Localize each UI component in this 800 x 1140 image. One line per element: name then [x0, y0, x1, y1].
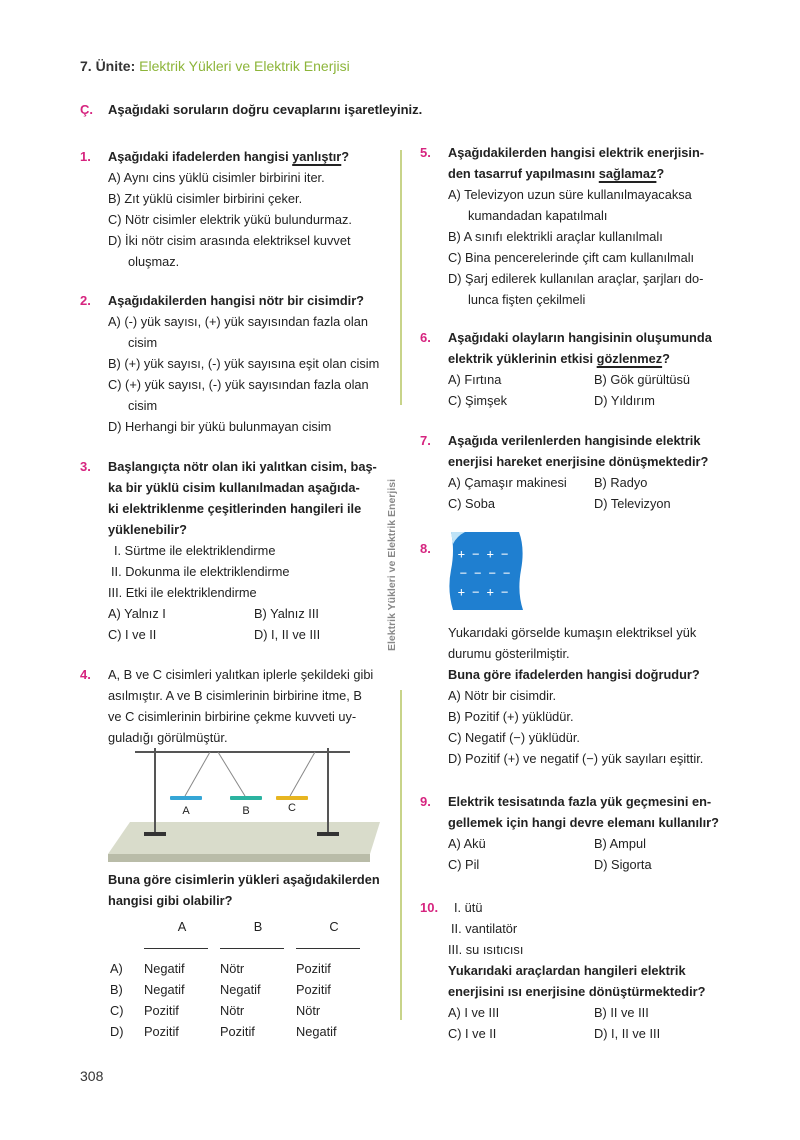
label-c: C [288, 802, 296, 814]
cell-c: Pozitif [296, 982, 331, 997]
cell-b: Nötr [220, 961, 245, 976]
question-2 [80, 290, 380, 437]
question-number: 2. [80, 293, 91, 308]
option-a-cont: kumandadan kapatılmalı [468, 208, 608, 223]
cell-a: Pozitif [144, 1003, 179, 1018]
table-row[interactable] [110, 1021, 372, 1042]
option-d[interactable]: D) Pozitif (+) ve negatif (−) yük sayıları eşittir. [448, 751, 704, 766]
right-base [317, 832, 339, 836]
question-stem-line: yüklenebilir? [108, 522, 187, 537]
option-a[interactable]: A) Nötr bir cisimdir. [448, 688, 557, 703]
question-stem: Aşağıdaki ifadelerden hangisi yanlıştır? [108, 149, 350, 164]
intro-line: A, B ve C cisimleri yalıtkan iplerle şekildeki gibi [108, 667, 374, 682]
question-4 [80, 664, 385, 748]
option-a[interactable]: A) Çamaşır makinesi [448, 475, 567, 490]
question-stem-line: enerjisini ısı enerjisine dönüştürmektedir? [448, 984, 706, 999]
option-a[interactable]: A) Fırtına [448, 372, 502, 387]
question-number: 5. [420, 145, 431, 160]
object-c [276, 796, 308, 800]
question-stem-line: gellemek için hangi devre elemanı kullanılır? [448, 815, 719, 830]
column-divider-top [400, 150, 402, 405]
option-c[interactable]: C) (+) yük sayısı, (-) yük sayısından fazla olan [108, 377, 369, 392]
option-c[interactable]: C) Bina pencerelerinde çift cam kullanılmalı [448, 250, 695, 265]
question-number: 1. [80, 149, 91, 164]
option-a[interactable]: A) I ve III [448, 1005, 500, 1020]
question-stem-line: Başlangıçta nötr olan iki yalıtkan cisim, baş- [108, 459, 377, 474]
option-a[interactable]: A) (-) yük sayısı, (+) yük sayısından fazla olan [108, 314, 368, 329]
item-3: III. su ısıtıcısı [448, 942, 524, 957]
question-8 [448, 622, 753, 769]
cell-a: Pozitif [144, 1024, 179, 1039]
option-label: C) [110, 1003, 124, 1018]
option-d[interactable]: D) Yıldırım [594, 393, 655, 408]
question-stem: Buna göre ifadelerden hangisi doğrudur? [448, 667, 700, 682]
question-stem-line: enerjisi hareket enerjisine dönüşmektedir? [448, 454, 709, 469]
cell-a: Negatif [144, 982, 185, 997]
table-top [108, 822, 380, 854]
question-3 [80, 456, 385, 645]
option-d[interactable]: D) Televizyon [594, 496, 671, 511]
statement-1: I. Sürtme ile elektriklendirme [114, 543, 276, 558]
option-a[interactable]: A) Yalnız I [108, 606, 166, 621]
option-c[interactable]: C) Şimşek [448, 393, 508, 408]
thread-c [290, 752, 315, 796]
intro-line: guladığı görülmüştür. [108, 730, 228, 745]
option-d-cont: oluşmaz. [128, 254, 180, 269]
label-b: B [242, 805, 250, 817]
option-b[interactable]: B) Gök gürültüsü [594, 372, 691, 387]
option-c[interactable]: C) Negatif (−) yüklüdür. [448, 730, 580, 745]
question-number: 9. [420, 794, 431, 809]
object-b [230, 796, 262, 800]
option-b[interactable]: B) Pozitif (+) yüklüdür. [448, 709, 574, 724]
col-head-b: B [253, 919, 263, 934]
header-rule [144, 946, 208, 949]
thread-b [218, 752, 245, 796]
col-head-c: C [329, 919, 339, 934]
statement-3: III. Etki ile elektriklendirme [108, 585, 257, 600]
question-stem: Aşağıdakilerden hangisi nötr bir cisimdir? [108, 293, 364, 308]
cell-b: Negatif [220, 982, 261, 997]
table-row[interactable] [110, 1000, 372, 1021]
option-a-cont: cisim [128, 335, 158, 350]
question-number: 4. [80, 667, 91, 682]
cell-c: Nötr [296, 1003, 321, 1018]
intro-line: ve C cisimlerinin birbirine çekme kuvveti uy- [108, 709, 357, 724]
question-4-ask [108, 869, 393, 911]
label-a: A [182, 805, 190, 817]
instruction-text: Aşağıdaki soruların doğru cevaplarını işaretleyiniz. [108, 102, 423, 117]
cell-c: Pozitif [296, 961, 331, 976]
question-stem-line: den tasarruf yapılmasını sağlamaz? [448, 166, 665, 181]
question-9 [420, 791, 725, 875]
left-base [144, 832, 166, 836]
charge-row-3: + − + − [457, 585, 509, 599]
unit-title: Elektrik Yükleri ve Elektrik Enerjisi [139, 58, 350, 74]
option-d[interactable]: D) Şarj edilerek kullanılan araçlar, şarjları do- [448, 271, 704, 286]
question-number: 3. [80, 459, 91, 474]
unit-number: 7. Ünite: [80, 58, 136, 74]
col-head-a: A [177, 919, 187, 934]
question-1 [80, 146, 380, 272]
option-c[interactable]: C) Soba [448, 496, 495, 511]
charge-row-2: − − − − [459, 566, 511, 580]
question-number: 7. [420, 433, 431, 448]
option-b[interactable]: B) Zıt yüklü cisimler birbirini çeker. [108, 191, 303, 206]
thread-a [185, 752, 210, 796]
question-stem-line: Yukarıdaki araçlardan hangileri elektrik [448, 963, 686, 978]
table-row[interactable] [110, 958, 372, 979]
question-6 [420, 327, 725, 411]
item-1: I. ütü [454, 900, 483, 915]
item-2: II. vantilatör [451, 921, 518, 936]
option-c[interactable]: C) I ve II [108, 627, 157, 642]
question-stem-line: Aşağıdakilerden hangisi elektrik enerjisin- [448, 145, 705, 160]
question-stem-line: ki elektriklenme çeşitlerinden hangileri ile [108, 501, 362, 516]
option-b[interactable]: B) Radyo [594, 475, 648, 490]
hanging-objects-figure [100, 744, 385, 864]
option-b[interactable]: B) A sınıfı elektrikli araçlar kullanılmalı [448, 229, 663, 244]
question-stem-line: Aşağıda verilenlerden hangisinde elektrik [448, 433, 701, 448]
charged-fabric-image [445, 530, 527, 612]
cell-b: Nötr [220, 1003, 245, 1018]
option-c[interactable]: C) Nötr cisimler elektrik yükü bulundurmaz. [108, 212, 352, 227]
question-stem-line: hangisi gibi olabilir? [108, 893, 233, 908]
option-b[interactable]: B) Yalnız III [254, 606, 319, 621]
question-stem-line: elektrik yüklerinin etkisi gözlenmez? [448, 351, 670, 366]
option-b[interactable]: B) (+) yük sayısı, (-) yük sayısına eşit olan cisim [108, 356, 380, 371]
table-row[interactable] [110, 979, 372, 1000]
option-a[interactable]: A) Aynı cins yüklü cisimler birbirini iter. [108, 170, 325, 185]
instruction [80, 102, 422, 117]
page-number: 308 [80, 1068, 104, 1084]
question-10 [420, 897, 725, 1044]
question-number: 8. [420, 541, 431, 556]
header-rule [220, 946, 284, 949]
intro-line: asılmıştır. A ve B cisimlerinin birbirine itme, B [108, 688, 362, 703]
header-rule [296, 946, 360, 949]
instruction-tag: Ç. [80, 102, 93, 117]
option-b[interactable]: B) Ampul [594, 836, 646, 851]
option-a[interactable]: A) Televizyon uzun süre kullanılmayacaksa [448, 187, 692, 202]
option-d-cont: lunca fişten çekilmeli [468, 292, 586, 307]
option-d[interactable]: D) I, II ve III [594, 1026, 661, 1041]
answer-table [110, 916, 372, 1042]
question-number: 10. [420, 900, 439, 915]
option-label: D) [110, 1024, 124, 1039]
question-stem-line: ka bir yüklü cisim kullanılmadan aşağıda- [108, 480, 360, 495]
option-d[interactable]: D) I, II ve III [254, 627, 321, 642]
question-7 [420, 430, 725, 514]
question-stem-line: Aşağıdaki olayların hangisinin oluşumunda [448, 330, 712, 345]
statement-2: II. Dokunma ile elektriklendirme [111, 564, 290, 579]
column-divider-bottom [400, 690, 402, 1020]
cell-b: Pozitif [220, 1024, 255, 1039]
option-d[interactable]: D) Sigorta [594, 857, 652, 872]
option-c-cont: cisim [128, 398, 158, 413]
intro-line: Yukarıdaki görselde kumaşın elektriksel yük [448, 625, 697, 640]
question-5 [420, 142, 725, 310]
charge-row-1: + − + − [457, 547, 509, 561]
question-number: 6. [420, 330, 431, 345]
object-a [170, 796, 202, 800]
option-d[interactable]: D) Herhangi bir yükü bulunmayan cisim [108, 419, 332, 434]
question-stem-line: Elektrik tesisatında fazla yük geçmesini en- [448, 794, 712, 809]
option-c[interactable]: C) I ve II [448, 1026, 497, 1041]
option-d[interactable]: D) İki nötr cisim arasında elektriksel kuvvet [108, 233, 351, 248]
intro-line: durumu gösterilmiştir. [448, 646, 570, 661]
option-c[interactable]: C) Pil [448, 857, 480, 872]
option-b[interactable]: B) II ve III [594, 1005, 649, 1020]
option-a[interactable]: A) Akü [448, 836, 486, 851]
cell-c: Negatif [296, 1024, 337, 1039]
table-edge [108, 854, 370, 862]
question-stem-line: Buna göre cisimlerin yükleri aşağıdakilerden [108, 872, 380, 887]
option-label: B) [110, 982, 123, 997]
option-label: A) [110, 961, 123, 976]
cell-a: Negatif [144, 961, 185, 976]
unit-header [80, 58, 350, 74]
side-label-text: Elektrik Yükleri ve Elektrik Enerjisi [386, 479, 398, 651]
